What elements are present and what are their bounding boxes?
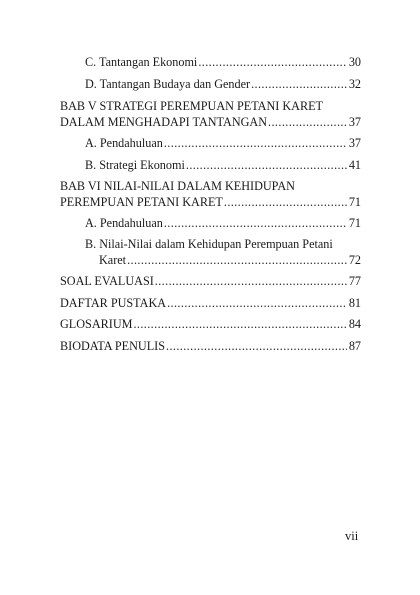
- toc-page-number: 72: [348, 253, 361, 267]
- toc-entry-title: DALAM MENGHADAPI TANTANGAN: [60, 115, 268, 129]
- toc-entry-bab6-pendahuluan[interactable]: [85, 216, 361, 231]
- dot-leader: [164, 136, 347, 151]
- toc-entry-bab5-pendahuluan[interactable]: [85, 136, 361, 151]
- toc-page-number: 37: [348, 136, 361, 150]
- dot-leader: [133, 317, 346, 332]
- toc-entry-glosarium[interactable]: [60, 317, 361, 332]
- toc-entry-biodata-penulis[interactable]: [60, 339, 361, 354]
- toc-entry-tantangan-ekonomi[interactable]: [85, 55, 361, 70]
- toc-entry-title: PEREMPUAN PETANI KARET: [60, 195, 223, 209]
- dot-leader: [127, 253, 347, 268]
- dot-leader: [198, 55, 346, 70]
- toc-page-number: 84: [348, 317, 361, 331]
- dot-leader: [186, 158, 347, 173]
- toc-entry-soal-evaluasi[interactable]: [60, 274, 361, 289]
- toc-entry-title: A. Pendahuluan: [85, 136, 163, 150]
- toc-entry-title: A. Pendahuluan: [85, 216, 163, 230]
- toc-page-number: 30: [348, 55, 361, 69]
- toc-entry-strategi-ekonomi[interactable]: [85, 158, 361, 173]
- toc-entry-title: BIODATA PENULIS: [60, 339, 165, 353]
- dot-leader: [167, 296, 347, 311]
- dot-leader: [164, 216, 347, 231]
- toc-entry-title: B. Strategi Ekonomi: [85, 158, 185, 172]
- toc-entry-nilai-nilai[interactable]: [99, 253, 361, 268]
- dot-leader: [268, 115, 347, 130]
- toc-entry-title: GLOSARIUM: [60, 317, 133, 331]
- toc-entry-title: SOAL EVALUASI: [60, 274, 154, 288]
- toc-chapter-5-title: BAB V STRATEGI PEREMPUAN PETANI KARET: [60, 99, 323, 113]
- page-number: vii: [345, 529, 359, 543]
- toc-entry-title: DAFTAR PUSTAKA: [60, 296, 167, 310]
- toc-page-number: 41: [348, 158, 361, 172]
- toc-entry-bab-6[interactable]: [60, 195, 361, 210]
- toc-page-number: 81: [348, 296, 361, 310]
- dot-leader: [251, 77, 347, 92]
- toc-entry-title: D. Tantangan Budaya dan Gender: [85, 77, 251, 91]
- toc-entry-daftar-pustaka[interactable]: [60, 296, 361, 311]
- toc-page-number: 32: [348, 77, 361, 91]
- toc-entry-title: Karet: [99, 253, 127, 267]
- toc-chapter-6-title: BAB VI NILAI-NILAI DALAM KEHIDUPAN: [60, 179, 295, 193]
- toc-page-number: 71: [348, 216, 361, 230]
- toc-entry-tantangan-budaya[interactable]: [85, 77, 361, 92]
- dot-leader: [224, 195, 347, 210]
- toc-page-number: 37: [348, 115, 361, 129]
- toc-page-number: 71: [348, 195, 361, 209]
- toc-page-number: 77: [348, 274, 361, 288]
- toc-page-number: 87: [348, 339, 361, 353]
- dot-leader: [166, 339, 347, 354]
- dot-leader: [155, 274, 347, 289]
- toc-entry-nilai-nilai-title: B. Nilai-Nilai dalam Kehidupan Perempuan Petani: [85, 237, 333, 251]
- toc-entry-bab-5[interactable]: [60, 115, 361, 130]
- toc-entry-title: C. Tantangan Ekonomi: [85, 55, 198, 69]
